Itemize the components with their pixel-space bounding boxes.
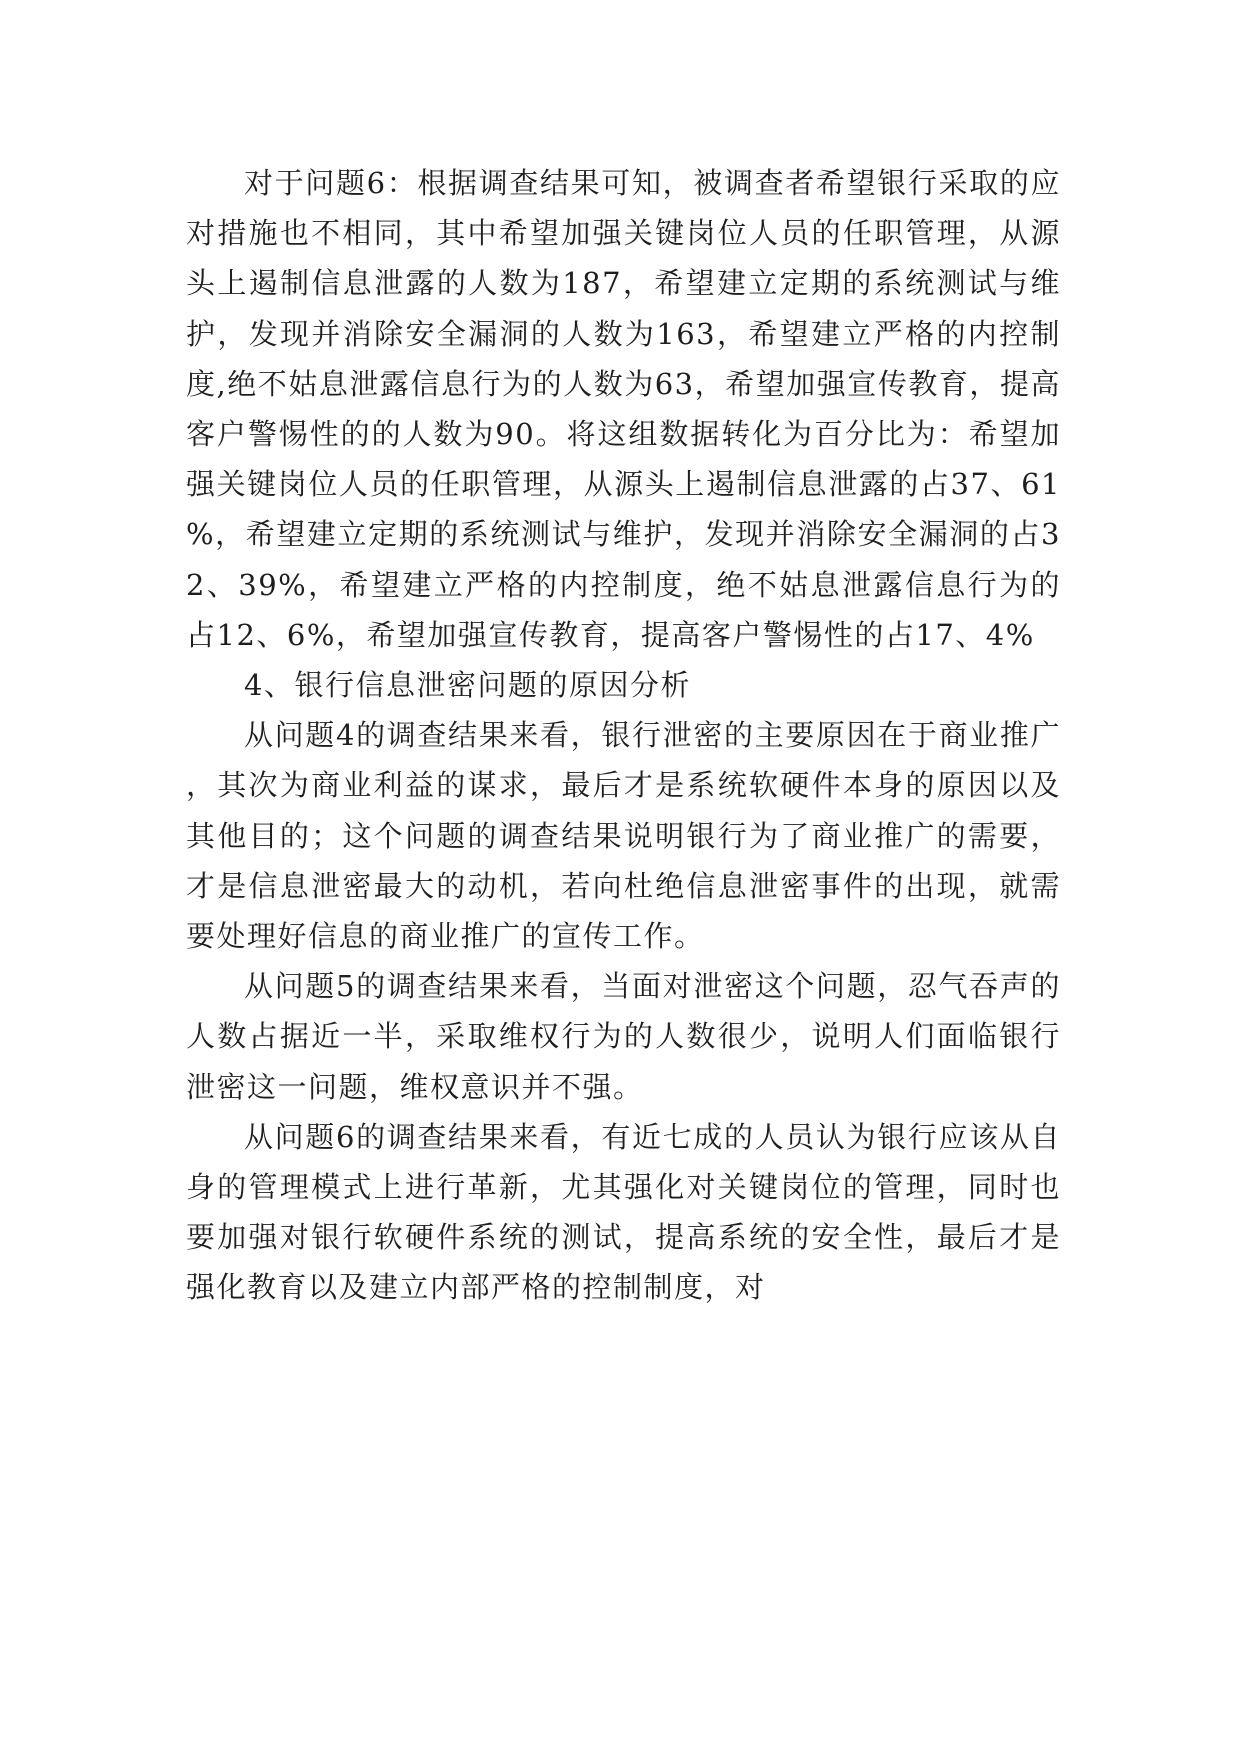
- paragraph-question-6-analysis: 从问题6的调查结果来看，有近七成的人员认为银行应该从自身的管理模式上进行革新，尤其强化对关键岗位的管理，同时也要加强对银行软硬件系统的测试，提高系统的安全性，最后才是强化教育以及建立内部严格的控制制度，对: [186, 1119, 1061, 1305]
- paragraph-question-6-results: 对于问题6：根据调查结果可知，被调查者希望银行采取的应对措施也不相同，其中希望加强关键岗位人员的任职管理，从源头上遏制信息泄露的人数为187，希望建立定期的系统测试与维护，发现并消除安全漏洞的人数为163，希望建立严格的内控制度,绝不姑息泄露信息行为的人数为63，希望加强宣传教育，提高客户警惕性的的人数为90。将这组数据转化为百分比为：希望加强关键岗位人员的任职管理，从源头上遏制信息泄露的占37、61%，希望建立定期的系统测试与维护，发现并消除安全漏洞的占32、39%，希望建立严格的内控制度，绝不姑息泄露信息行为的占12、6%，希望加强宣传教育，提高客户警惕性的占17、4%: [186, 166, 1061, 652]
- paragraph-question-5-analysis: 从问题5的调查结果来看，当面对泄密这个问题，忍气吞声的人数占据近一半，采取维权行为的人数很少，说明人们面临银行泄密这一问题，维权意识并不强。: [186, 969, 1061, 1104]
- section-heading-cause-analysis: 4、银行信息泄密问题的原因分析: [244, 668, 691, 703]
- paragraph-question-4-analysis: 从问题4的调查结果来看，银行泄密的主要原因在于商业推广，其次为商业利益的谋求，最后才是系统软硬件本身的原因以及其他目的；这个问题的调查结果说明银行为了商业推广的需要，才是信息泄密最大的动机，若向杜绝信息泄密事件的出现，就需要处理好信息的商业推广的宣传工作。: [186, 718, 1061, 954]
- document-body: [186, 158, 1061, 1313]
